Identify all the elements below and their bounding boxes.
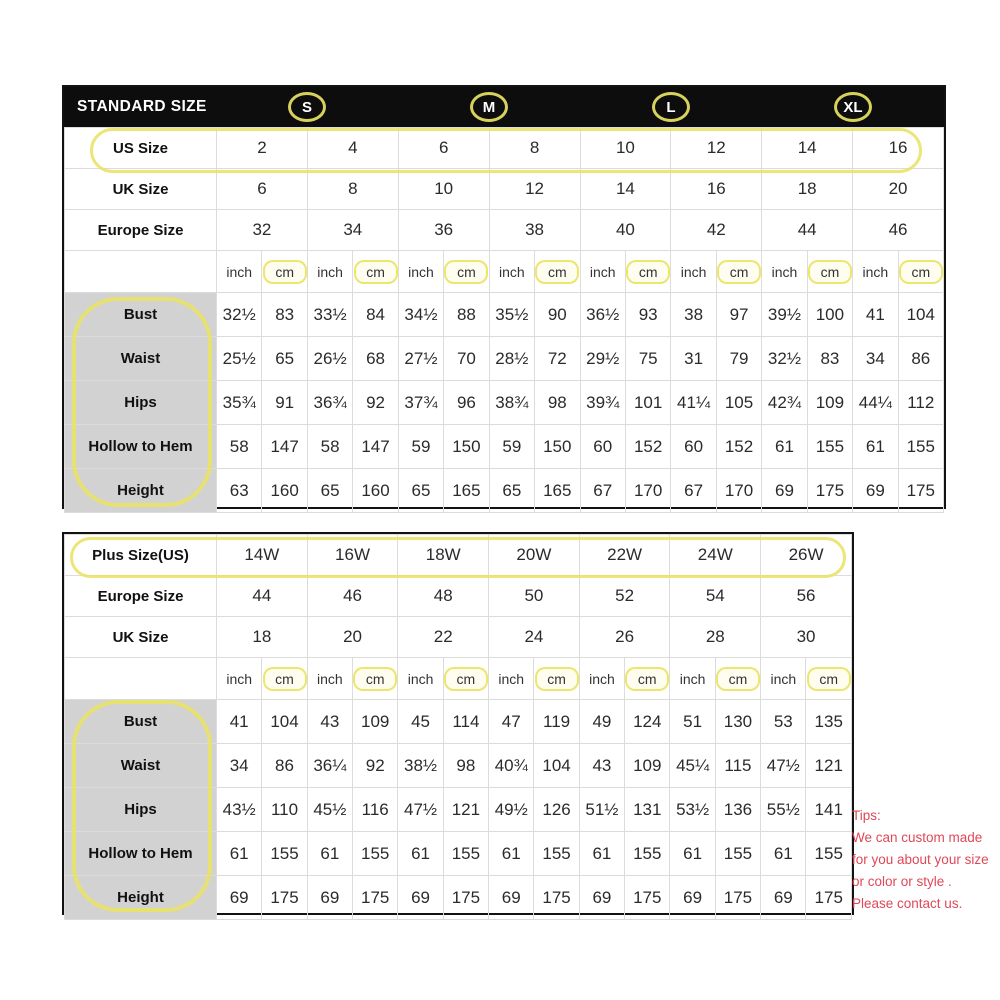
size-value: 56 <box>761 576 852 617</box>
measurement-value: 124 <box>625 700 670 744</box>
measurement-value: 37¾ <box>398 381 443 425</box>
measurement-value: 33½ <box>307 293 352 337</box>
size-value: 6 <box>217 169 308 210</box>
tips-line: Please contact us. <box>852 896 963 911</box>
measurement-value: 69 <box>761 876 806 920</box>
cm-highlight-box: cm <box>263 667 307 691</box>
size-group-s <box>216 87 398 127</box>
measurement-value: 152 <box>625 425 670 469</box>
measurement-value: 34½ <box>398 293 443 337</box>
cm-highlight-box: cm <box>808 260 852 284</box>
unit-row <box>65 251 944 293</box>
measurement-value: 155 <box>443 832 488 876</box>
measurement-value: 35½ <box>489 293 534 337</box>
size-value: 16 <box>853 128 944 169</box>
size-value: 46 <box>307 576 398 617</box>
size-value: 20 <box>307 617 398 658</box>
size-value: 2 <box>217 128 308 169</box>
measurement-value: 98 <box>443 744 488 788</box>
inch-label: inch <box>217 251 262 293</box>
cm-highlight-box: cm <box>353 667 397 691</box>
size-value: 18W <box>398 535 489 576</box>
measurement-value: 36¾ <box>307 381 352 425</box>
measurement-value: 61 <box>579 832 624 876</box>
measurement-value: 61 <box>761 832 806 876</box>
inch-label: inch <box>398 658 443 700</box>
measurement-value: 67 <box>580 469 625 513</box>
size-value: 12 <box>671 128 762 169</box>
measurement-value: 105 <box>716 381 761 425</box>
cm-highlight-box: cm <box>535 667 579 691</box>
cm-label <box>443 658 488 700</box>
measurement-value: 51 <box>670 700 715 744</box>
size-value: 16W <box>307 535 398 576</box>
cm-label <box>262 251 307 293</box>
measurement-value: 59 <box>489 425 534 469</box>
measurement-value: 40¾ <box>489 744 534 788</box>
size-value: 26 <box>579 617 670 658</box>
measurement-value: 41¼ <box>671 381 716 425</box>
size-row-label: Plus Size(US) <box>65 535 217 576</box>
measurement-value: 155 <box>534 832 579 876</box>
measurement-value: 60 <box>580 425 625 469</box>
size-value: 22 <box>398 617 489 658</box>
size-value: 42 <box>671 210 762 251</box>
cm-highlight-box: cm <box>444 260 488 284</box>
measurement-value: 170 <box>625 469 670 513</box>
size-value: 14 <box>762 128 853 169</box>
measurement-value: 47½ <box>398 788 443 832</box>
size-group-xl <box>762 87 944 127</box>
measurement-value: 175 <box>898 469 943 513</box>
measurement-value: 36½ <box>580 293 625 337</box>
measurement-value: 27½ <box>398 337 443 381</box>
cm-highlight-box: cm <box>263 260 307 284</box>
measurement-value: 70 <box>444 337 489 381</box>
measurement-value: 155 <box>625 832 670 876</box>
measurement-label: Waist <box>65 337 217 381</box>
measurement-label: Height <box>65 469 217 513</box>
measurement-value: 61 <box>217 832 262 876</box>
cm-label <box>715 658 760 700</box>
measurement-value: 53½ <box>670 788 715 832</box>
measurement-value: 69 <box>762 469 807 513</box>
size-value: 16 <box>671 169 762 210</box>
size-value: 48 <box>398 576 489 617</box>
measurement-value: 53 <box>761 700 806 744</box>
measurement-value: 69 <box>489 876 534 920</box>
size-row <box>65 617 852 658</box>
cm-label <box>535 251 580 293</box>
measurement-value: 175 <box>443 876 488 920</box>
size-badge-s: S <box>288 92 326 122</box>
measurement-value: 88 <box>444 293 489 337</box>
measurement-value: 38¾ <box>489 381 534 425</box>
size-value: 52 <box>579 576 670 617</box>
size-row-label: UK Size <box>65 617 217 658</box>
size-row-label: UK Size <box>65 169 217 210</box>
measurement-value: 79 <box>716 337 761 381</box>
measurement-value: 25½ <box>217 337 262 381</box>
inch-label: inch <box>307 658 352 700</box>
measurement-value: 92 <box>353 744 398 788</box>
measurement-value: 61 <box>853 425 898 469</box>
measurement-label: Hollow to Hem <box>65 425 217 469</box>
measurement-value: 44¼ <box>853 381 898 425</box>
size-row-label: Europe Size <box>65 576 217 617</box>
size-value: 20 <box>853 169 944 210</box>
cm-highlight-box: cm <box>444 667 488 691</box>
measurement-value: 65 <box>262 337 307 381</box>
size-value: 18 <box>217 617 308 658</box>
cm-label <box>716 251 761 293</box>
measurement-value: 175 <box>262 876 307 920</box>
measurement-value: 63 <box>217 469 262 513</box>
size-value: 4 <box>307 128 398 169</box>
size-value: 44 <box>762 210 853 251</box>
measurement-label: Waist <box>65 744 217 788</box>
size-badge-xl: XL <box>834 92 872 122</box>
cm-highlight-box: cm <box>535 260 579 284</box>
measurement-value: 69 <box>217 876 262 920</box>
measurement-value: 58 <box>217 425 262 469</box>
measurement-value: 58 <box>307 425 352 469</box>
measurement-value: 109 <box>807 381 852 425</box>
standard-size-title: STANDARD SIZE <box>77 98 207 115</box>
measurement-value: 147 <box>353 425 398 469</box>
size-value: 24 <box>489 617 580 658</box>
measurement-row <box>65 469 944 513</box>
measurement-value: 51½ <box>579 788 624 832</box>
measurement-value: 91 <box>262 381 307 425</box>
measurement-value: 41 <box>217 700 262 744</box>
measurement-value: 26½ <box>307 337 352 381</box>
measurement-value: 47 <box>489 700 534 744</box>
measurement-value: 104 <box>898 293 943 337</box>
plus-size-grid <box>64 534 852 920</box>
size-letter-group <box>216 87 944 127</box>
measurement-value: 49 <box>579 700 624 744</box>
measurement-value: 175 <box>715 876 760 920</box>
cm-label <box>444 251 489 293</box>
measurement-value: 72 <box>535 337 580 381</box>
measurement-row <box>65 876 852 920</box>
measurement-value: 86 <box>262 744 307 788</box>
size-value: 30 <box>761 617 852 658</box>
measurement-value: 42¾ <box>762 381 807 425</box>
inch-label: inch <box>398 251 443 293</box>
measurement-row <box>65 700 852 744</box>
cm-highlight-box: cm <box>354 260 398 284</box>
measurement-value: 65 <box>398 469 443 513</box>
inch-label: inch <box>761 658 806 700</box>
size-value: 6 <box>398 128 489 169</box>
measurement-value: 67 <box>671 469 716 513</box>
measurement-value: 69 <box>307 876 352 920</box>
tips-line: or color or style . <box>852 874 952 889</box>
measurement-value: 92 <box>353 381 398 425</box>
measurement-value: 155 <box>715 832 760 876</box>
size-value: 50 <box>489 576 580 617</box>
measurement-value: 115 <box>715 744 760 788</box>
measurement-value: 114 <box>443 700 488 744</box>
size-value: 34 <box>307 210 398 251</box>
measurement-value: 59 <box>398 425 443 469</box>
size-badge-m: M <box>470 92 508 122</box>
measurement-value: 34 <box>217 744 262 788</box>
cm-label <box>625 251 670 293</box>
size-value: 28 <box>670 617 761 658</box>
measurement-value: 175 <box>534 876 579 920</box>
plus-size-table <box>62 532 854 915</box>
cm-highlight-box: cm <box>807 667 851 691</box>
size-value: 18 <box>762 169 853 210</box>
measurement-value: 131 <box>625 788 670 832</box>
inch-label: inch <box>307 251 352 293</box>
measurement-value: 43 <box>307 700 352 744</box>
cm-label <box>353 658 398 700</box>
measurement-value: 155 <box>262 832 307 876</box>
measurement-value: 119 <box>534 700 579 744</box>
measurement-value: 165 <box>535 469 580 513</box>
inch-label: inch <box>217 658 262 700</box>
measurement-value: 55½ <box>761 788 806 832</box>
measurement-value: 39½ <box>762 293 807 337</box>
measurement-value: 69 <box>579 876 624 920</box>
inch-label: inch <box>670 658 715 700</box>
measurement-value: 109 <box>353 700 398 744</box>
measurement-value: 31 <box>671 337 716 381</box>
measurement-value: 98 <box>535 381 580 425</box>
measurement-value: 28½ <box>489 337 534 381</box>
inch-label: inch <box>579 658 624 700</box>
cm-highlight-box: cm <box>625 667 669 691</box>
measurement-value: 43½ <box>217 788 262 832</box>
measurement-value: 61 <box>398 832 443 876</box>
measurement-row <box>65 337 944 381</box>
measurement-row <box>65 832 852 876</box>
measurement-value: 65 <box>307 469 352 513</box>
measurement-value: 121 <box>806 744 852 788</box>
measurement-value: 175 <box>807 469 852 513</box>
measurement-value: 112 <box>898 381 943 425</box>
size-value: 38 <box>489 210 580 251</box>
measurement-value: 32½ <box>217 293 262 337</box>
inch-label: inch <box>671 251 716 293</box>
measurement-value: 160 <box>353 469 398 513</box>
size-value: 14 <box>580 169 671 210</box>
measurement-value: 36¼ <box>307 744 352 788</box>
inch-label: inch <box>489 251 534 293</box>
measurement-value: 45½ <box>307 788 352 832</box>
cm-highlight-box: cm <box>626 260 670 284</box>
measurement-row <box>65 381 944 425</box>
measurement-value: 109 <box>625 744 670 788</box>
measurement-value: 155 <box>353 832 398 876</box>
size-group-m <box>398 87 580 127</box>
measurement-value: 61 <box>307 832 352 876</box>
measurement-value: 141 <box>806 788 852 832</box>
standard-size-grid <box>64 127 944 513</box>
measurement-value: 110 <box>262 788 307 832</box>
size-row <box>65 169 944 210</box>
measurement-value: 90 <box>535 293 580 337</box>
measurement-value: 43 <box>579 744 624 788</box>
measurement-value: 175 <box>625 876 670 920</box>
size-value: 54 <box>670 576 761 617</box>
size-value: 8 <box>307 169 398 210</box>
size-value: 24W <box>670 535 761 576</box>
measurement-value: 100 <box>807 293 852 337</box>
measurement-value: 68 <box>353 337 398 381</box>
measurement-value: 35¾ <box>217 381 262 425</box>
measurement-value: 175 <box>806 876 852 920</box>
measurement-row <box>65 293 944 337</box>
measurement-value: 34 <box>853 337 898 381</box>
measurement-value: 97 <box>716 293 761 337</box>
measurement-value: 130 <box>715 700 760 744</box>
measurement-value: 135 <box>806 700 852 744</box>
unit-row-spacer <box>65 251 217 293</box>
measurement-value: 45¼ <box>670 744 715 788</box>
measurement-value: 155 <box>898 425 943 469</box>
measurement-value: 170 <box>716 469 761 513</box>
measurement-value: 150 <box>535 425 580 469</box>
measurement-value: 136 <box>715 788 760 832</box>
measurement-value: 104 <box>262 700 307 744</box>
cm-label <box>262 658 307 700</box>
inch-label: inch <box>489 658 534 700</box>
inch-label: inch <box>853 251 898 293</box>
size-value: 8 <box>489 128 580 169</box>
measurement-value: 69 <box>670 876 715 920</box>
size-badge-l: L <box>652 92 690 122</box>
measurement-value: 41 <box>853 293 898 337</box>
measurement-value: 152 <box>716 425 761 469</box>
measurement-value: 86 <box>898 337 943 381</box>
measurement-row <box>65 788 852 832</box>
size-value: 36 <box>398 210 489 251</box>
measurement-value: 83 <box>807 337 852 381</box>
measurement-value: 61 <box>670 832 715 876</box>
unit-row <box>65 658 852 700</box>
size-value: 32 <box>217 210 308 251</box>
measurement-value: 126 <box>534 788 579 832</box>
size-value: 12 <box>489 169 580 210</box>
measurement-value: 61 <box>489 832 534 876</box>
size-row-label: Europe Size <box>65 210 217 251</box>
measurement-label: Hips <box>65 788 217 832</box>
cm-label <box>806 658 852 700</box>
measurement-value: 47½ <box>761 744 806 788</box>
size-value: 44 <box>217 576 308 617</box>
measurement-row <box>65 744 852 788</box>
size-row <box>65 576 852 617</box>
size-row-label: US Size <box>65 128 217 169</box>
cm-label <box>534 658 579 700</box>
measurement-row <box>65 425 944 469</box>
measurement-value: 160 <box>262 469 307 513</box>
inch-label: inch <box>762 251 807 293</box>
measurement-value: 155 <box>806 832 852 876</box>
measurement-value: 175 <box>353 876 398 920</box>
measurement-value: 165 <box>444 469 489 513</box>
measurement-value: 84 <box>353 293 398 337</box>
measurement-value: 75 <box>625 337 670 381</box>
measurement-value: 150 <box>444 425 489 469</box>
measurement-value: 60 <box>671 425 716 469</box>
measurement-value: 61 <box>762 425 807 469</box>
measurement-value: 147 <box>262 425 307 469</box>
size-value: 46 <box>853 210 944 251</box>
cm-label <box>807 251 852 293</box>
cm-highlight-box: cm <box>899 260 943 284</box>
inch-label: inch <box>580 251 625 293</box>
measurement-value: 69 <box>853 469 898 513</box>
standard-size-header <box>64 87 944 127</box>
measurement-label: Bust <box>65 293 217 337</box>
measurement-label: Hollow to Hem <box>65 832 217 876</box>
measurement-value: 93 <box>625 293 670 337</box>
measurement-value: 104 <box>534 744 579 788</box>
size-value: 20W <box>489 535 580 576</box>
size-row <box>65 128 944 169</box>
measurement-value: 121 <box>443 788 488 832</box>
measurement-label: Height <box>65 876 217 920</box>
tips-line: We can custom made <box>852 830 983 845</box>
measurement-value: 49½ <box>489 788 534 832</box>
measurement-label: Hips <box>65 381 217 425</box>
measurement-value: 32½ <box>762 337 807 381</box>
measurement-value: 96 <box>444 381 489 425</box>
cm-highlight-box: cm <box>717 260 761 284</box>
measurement-value: 69 <box>398 876 443 920</box>
measurement-value: 29½ <box>580 337 625 381</box>
size-row <box>65 535 852 576</box>
size-group-l <box>580 87 762 127</box>
size-value: 22W <box>579 535 670 576</box>
measurement-value: 45 <box>398 700 443 744</box>
measurement-value: 83 <box>262 293 307 337</box>
unit-row-spacer <box>65 658 217 700</box>
cm-label <box>898 251 943 293</box>
tips-line: Tips: <box>852 808 881 823</box>
custom-made-tips <box>852 805 1000 915</box>
cm-label <box>625 658 670 700</box>
measurement-value: 38 <box>671 293 716 337</box>
measurement-value: 116 <box>353 788 398 832</box>
tips-line: for you about your size <box>852 852 989 867</box>
measurement-value: 39¾ <box>580 381 625 425</box>
size-value: 14W <box>217 535 308 576</box>
measurement-label: Bust <box>65 700 217 744</box>
size-value: 10 <box>398 169 489 210</box>
measurement-value: 65 <box>489 469 534 513</box>
cm-label <box>353 251 398 293</box>
size-value: 10 <box>580 128 671 169</box>
size-value: 40 <box>580 210 671 251</box>
size-row <box>65 210 944 251</box>
size-value: 26W <box>761 535 852 576</box>
measurement-value: 155 <box>807 425 852 469</box>
cm-highlight-box: cm <box>716 667 760 691</box>
measurement-value: 101 <box>625 381 670 425</box>
measurement-value: 38½ <box>398 744 443 788</box>
standard-size-table <box>62 85 946 509</box>
